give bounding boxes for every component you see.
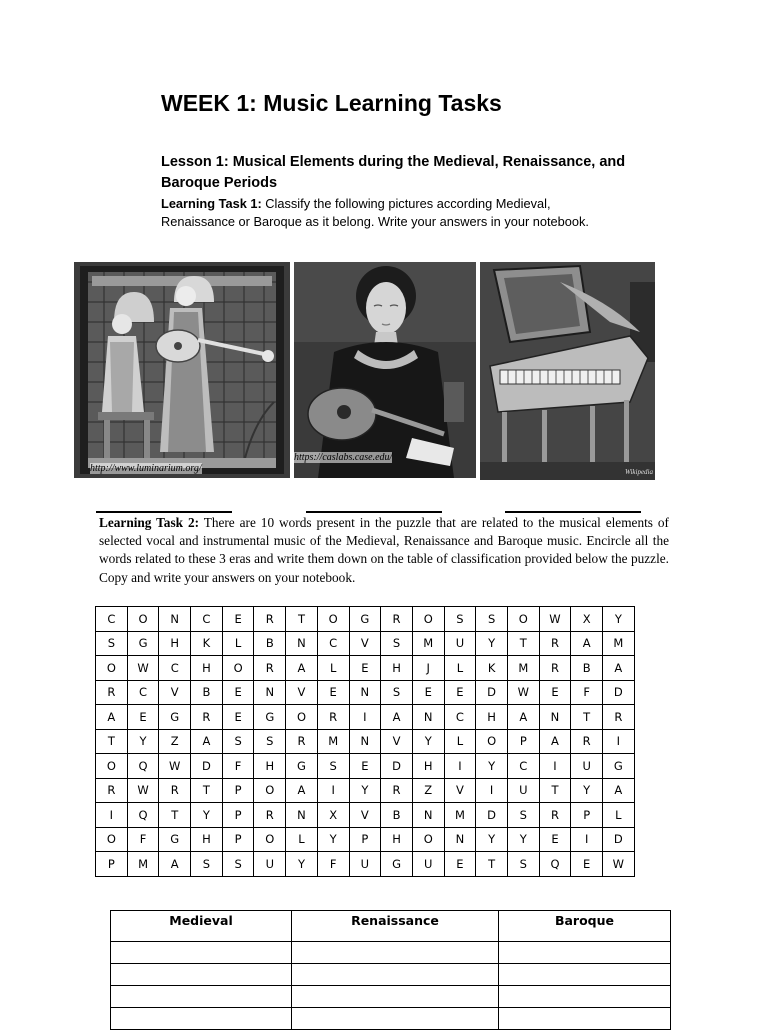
puzzle-cell[interactable]: N <box>286 803 318 828</box>
puzzle-cell[interactable]: U <box>412 852 444 877</box>
puzzle-cell[interactable]: R <box>571 729 603 754</box>
lesson-title: Lesson 1: Musical Elements during the Medieval, Renaissance, and Baroque Periods <box>161 154 626 191</box>
puzzle-cell[interactable]: B <box>191 680 223 705</box>
puzzle-cell[interactable]: M <box>127 852 159 877</box>
puzzle-cell[interactable]: W <box>159 754 191 779</box>
puzzle-cell[interactable]: S <box>476 607 508 632</box>
puzzle-cell[interactable]: D <box>191 754 223 779</box>
task-1-label: Learning Task 1: <box>161 196 262 211</box>
puzzle-cell[interactable]: G <box>603 754 635 779</box>
puzzle-cell[interactable]: E <box>444 852 476 877</box>
puzzle-cell[interactable]: I <box>476 778 508 803</box>
puzzle-cell[interactable]: R <box>159 778 191 803</box>
puzzle-cell[interactable]: T <box>159 803 191 828</box>
puzzle-cell[interactable]: B <box>254 631 286 656</box>
word-search-puzzle <box>95 606 635 877</box>
puzzle-cell[interactable]: Y <box>571 778 603 803</box>
puzzle-cell[interactable]: W <box>603 852 635 877</box>
puzzle-cell[interactable]: Z <box>159 729 191 754</box>
puzzle-cell[interactable]: H <box>412 754 444 779</box>
puzzle-cell[interactable]: S <box>507 852 539 877</box>
puzzle-cell[interactable]: P <box>349 827 381 852</box>
puzzle-cell[interactable]: T <box>476 852 508 877</box>
puzzle-cell[interactable]: O <box>254 778 286 803</box>
answer-cell[interactable] <box>292 964 499 986</box>
puzzle-cell[interactable]: T <box>286 607 318 632</box>
puzzle-cell[interactable]: R <box>254 803 286 828</box>
puzzle-cell[interactable]: A <box>507 705 539 730</box>
puzzle-cell[interactable]: R <box>317 705 349 730</box>
puzzle-cell[interactable]: E <box>412 680 444 705</box>
puzzle-cell[interactable]: E <box>222 705 254 730</box>
puzzle-cell[interactable]: K <box>191 631 223 656</box>
puzzle-cell[interactable]: A <box>571 631 603 656</box>
puzzle-row <box>96 705 635 730</box>
puzzle-cell[interactable]: C <box>317 631 349 656</box>
puzzle-cell[interactable]: P <box>222 803 254 828</box>
task-2-label: Learning Task 2: <box>99 515 200 530</box>
puzzle-cell[interactable]: Y <box>476 827 508 852</box>
puzzle-cell[interactable]: W <box>127 656 159 681</box>
puzzle-cell[interactable]: I <box>444 754 476 779</box>
task-2-text: There are 10 words present in the puzzle that are related to the musical elements of selected vocal and instrumental music of the Medieval, Renaissance and Baroque music. Encircle all the words related to these 3 eras and write them down on the table of classification provided below the puzzle. Copy and write your answers on your notebook. <box>99 515 669 585</box>
answer-cell[interactable] <box>111 1008 292 1030</box>
puzzle-cell[interactable]: H <box>476 705 508 730</box>
puzzle-cell[interactable]: R <box>539 803 571 828</box>
answer-cell[interactable] <box>111 942 292 964</box>
classification-row <box>111 986 671 1008</box>
puzzle-cell[interactable]: F <box>127 827 159 852</box>
picture-3-credit: Wikipedia <box>625 468 653 476</box>
puzzle-cell[interactable]: V <box>286 680 318 705</box>
puzzle-cell[interactable]: T <box>507 631 539 656</box>
puzzle-cell[interactable]: P <box>571 803 603 828</box>
puzzle-cell[interactable]: I <box>571 827 603 852</box>
puzzle-cell[interactable]: L <box>286 827 318 852</box>
puzzle-row <box>96 631 635 656</box>
puzzle-cell[interactable]: A <box>191 729 223 754</box>
puzzle-cell[interactable]: K <box>476 656 508 681</box>
puzzle-cell[interactable]: O <box>96 754 128 779</box>
answer-line-1[interactable] <box>96 511 232 513</box>
puzzle-cell[interactable]: H <box>381 656 413 681</box>
medieval-column-header: Medieval <box>111 911 292 942</box>
puzzle-cell[interactable]: S <box>317 754 349 779</box>
puzzle-row <box>96 803 635 828</box>
classification-table <box>110 910 671 1030</box>
puzzle-cell[interactable]: N <box>286 631 318 656</box>
puzzle-cell[interactable]: U <box>507 778 539 803</box>
puzzle-cell[interactable]: Q <box>539 852 571 877</box>
puzzle-cell[interactable]: S <box>96 631 128 656</box>
puzzle-cell[interactable]: B <box>381 803 413 828</box>
puzzle-cell[interactable]: V <box>159 680 191 705</box>
puzzle-cell[interactable]: O <box>96 656 128 681</box>
medieval-musicians-picture <box>74 262 290 478</box>
puzzle-cell[interactable]: R <box>381 778 413 803</box>
baroque-harpsichord-picture <box>480 262 655 480</box>
puzzle-cell[interactable]: O <box>317 607 349 632</box>
puzzle-cell[interactable]: H <box>254 754 286 779</box>
puzzle-cell[interactable]: Y <box>603 607 635 632</box>
puzzle-cell[interactable]: L <box>444 729 476 754</box>
puzzle-cell[interactable]: R <box>96 778 128 803</box>
puzzle-row <box>96 607 635 632</box>
puzzle-cell[interactable]: L <box>317 656 349 681</box>
puzzle-cell[interactable]: O <box>127 607 159 632</box>
puzzle-row <box>96 827 635 852</box>
puzzle-cell[interactable]: Y <box>476 631 508 656</box>
puzzle-cell[interactable]: I <box>317 778 349 803</box>
puzzle-cell[interactable]: G <box>127 631 159 656</box>
puzzle-cell[interactable]: E <box>539 827 571 852</box>
puzzle-cell[interactable]: A <box>381 705 413 730</box>
puzzle-cell[interactable]: T <box>96 729 128 754</box>
puzzle-cell[interactable]: Q <box>127 803 159 828</box>
puzzle-cell[interactable]: D <box>603 827 635 852</box>
puzzle-cell[interactable]: D <box>381 754 413 779</box>
puzzle-cell[interactable]: E <box>444 680 476 705</box>
puzzle-cell[interactable]: L <box>444 656 476 681</box>
puzzle-cell[interactable]: G <box>381 852 413 877</box>
learning-task-2 <box>99 514 669 587</box>
puzzle-row <box>96 656 635 681</box>
puzzle-row <box>96 729 635 754</box>
puzzle-cell[interactable]: U <box>254 852 286 877</box>
puzzle-cell[interactable]: C <box>191 607 223 632</box>
answer-cell[interactable] <box>292 1008 499 1030</box>
puzzle-cell[interactable]: O <box>412 827 444 852</box>
puzzle-cell[interactable]: S <box>222 852 254 877</box>
puzzle-cell[interactable]: A <box>539 729 571 754</box>
puzzle-cell[interactable]: P <box>96 852 128 877</box>
puzzle-cell[interactable]: E <box>222 680 254 705</box>
puzzle-cell[interactable]: R <box>286 729 318 754</box>
puzzle-cell[interactable]: T <box>571 705 603 730</box>
puzzle-cell[interactable]: Y <box>286 852 318 877</box>
puzzle-cell[interactable]: R <box>539 631 571 656</box>
puzzle-cell[interactable]: P <box>222 827 254 852</box>
answer-cell[interactable] <box>499 964 671 986</box>
puzzle-cell[interactable]: A <box>159 852 191 877</box>
puzzle-cell[interactable]: R <box>96 680 128 705</box>
puzzle-cell[interactable]: O <box>476 729 508 754</box>
puzzle-row <box>96 754 635 779</box>
puzzle-cell[interactable]: H <box>191 827 223 852</box>
puzzle-cell[interactable]: R <box>191 705 223 730</box>
puzzle-cell[interactable]: N <box>349 729 381 754</box>
puzzle-cell[interactable]: C <box>96 607 128 632</box>
puzzle-cell[interactable]: N <box>349 680 381 705</box>
renaissance-column-header: Renaissance <box>292 911 499 942</box>
puzzle-row <box>96 852 635 877</box>
answer-cell[interactable] <box>499 986 671 1008</box>
puzzle-cell[interactable]: V <box>349 803 381 828</box>
puzzle-cell[interactable]: W <box>507 680 539 705</box>
answer-cell[interactable] <box>499 1008 671 1030</box>
puzzle-cell[interactable]: P <box>507 729 539 754</box>
puzzle-cell[interactable]: E <box>349 656 381 681</box>
task-1-text: Classify the following pictures according Medieval, Renaissance or Baroque as it belong. Write your answers in your notebook. <box>161 196 589 229</box>
puzzle-cell[interactable]: E <box>539 680 571 705</box>
puzzle-cell[interactable]: Y <box>317 827 349 852</box>
puzzle-row <box>96 778 635 803</box>
puzzle-cell[interactable]: N <box>254 680 286 705</box>
puzzle-cell[interactable]: C <box>159 656 191 681</box>
puzzle-cell[interactable]: G <box>159 827 191 852</box>
puzzle-cell[interactable]: V <box>349 631 381 656</box>
puzzle-cell[interactable]: N <box>159 607 191 632</box>
puzzle-cell[interactable]: Y <box>476 754 508 779</box>
harpsichord-illustration <box>480 262 655 480</box>
puzzle-cell[interactable]: A <box>96 705 128 730</box>
puzzle-cell[interactable]: O <box>286 705 318 730</box>
puzzle-cell[interactable]: V <box>381 729 413 754</box>
puzzle-cell[interactable]: Y <box>127 729 159 754</box>
puzzle-cell[interactable]: S <box>507 803 539 828</box>
puzzle-cell[interactable]: A <box>286 656 318 681</box>
puzzle-cell[interactable]: C <box>444 705 476 730</box>
puzzle-cell[interactable]: S <box>191 852 223 877</box>
puzzle-row <box>96 680 635 705</box>
puzzle-cell[interactable]: U <box>444 631 476 656</box>
puzzle-cell[interactable]: W <box>539 607 571 632</box>
puzzle-cell[interactable]: Y <box>349 778 381 803</box>
puzzle-cell[interactable]: M <box>507 656 539 681</box>
puzzle-cell[interactable]: Q <box>127 754 159 779</box>
puzzle-cell[interactable]: R <box>539 656 571 681</box>
medieval-musicians-illustration <box>74 262 290 478</box>
puzzle-cell[interactable]: L <box>603 803 635 828</box>
puzzle-cell[interactable]: R <box>254 656 286 681</box>
answer-cell[interactable] <box>111 964 292 986</box>
puzzle-cell[interactable]: P <box>222 778 254 803</box>
puzzle-cell[interactable]: Y <box>191 803 223 828</box>
puzzle-cell[interactable]: T <box>539 778 571 803</box>
puzzle-cell[interactable]: R <box>381 607 413 632</box>
answer-cell[interactable] <box>499 942 671 964</box>
puzzle-cell[interactable]: E <box>317 680 349 705</box>
puzzle-cell[interactable]: F <box>571 680 603 705</box>
puzzle-cell[interactable]: C <box>507 754 539 779</box>
puzzle-cell[interactable]: G <box>286 754 318 779</box>
puzzle-cell[interactable]: O <box>96 827 128 852</box>
puzzle-cell[interactable]: D <box>476 680 508 705</box>
picture-2-credit[interactable]: https://caslabs.case.edu/ <box>294 452 393 463</box>
puzzle-cell[interactable]: E <box>349 754 381 779</box>
puzzle-cell[interactable]: B <box>571 656 603 681</box>
puzzle-cell[interactable]: D <box>603 680 635 705</box>
puzzle-cell[interactable]: A <box>603 656 635 681</box>
puzzle-cell[interactable]: A <box>286 778 318 803</box>
puzzle-cell[interactable]: O <box>507 607 539 632</box>
answer-cell[interactable] <box>111 986 292 1008</box>
puzzle-cell[interactable]: X <box>571 607 603 632</box>
puzzle-cell[interactable]: I <box>603 729 635 754</box>
puzzle-cell[interactable]: F <box>222 754 254 779</box>
page-title: WEEK 1: Music Learning Tasks <box>161 90 502 116</box>
answer-line-3[interactable] <box>505 511 641 513</box>
puzzle-cell[interactable]: H <box>381 827 413 852</box>
answer-line-2[interactable] <box>306 511 442 513</box>
puzzle-cell[interactable]: N <box>412 705 444 730</box>
puzzle-cell[interactable]: U <box>571 754 603 779</box>
puzzle-cell[interactable]: E <box>571 852 603 877</box>
puzzle-cell[interactable]: O <box>254 827 286 852</box>
puzzle-cell[interactable]: M <box>444 803 476 828</box>
puzzle-cell[interactable]: L <box>222 631 254 656</box>
puzzle-cell[interactable]: I <box>96 803 128 828</box>
puzzle-cell[interactable]: H <box>159 631 191 656</box>
learning-task-1 <box>161 195 601 231</box>
puzzle-cell[interactable]: Z <box>412 778 444 803</box>
puzzle-cell[interactable]: I <box>539 754 571 779</box>
answer-cell[interactable] <box>292 986 499 1008</box>
puzzle-cell[interactable]: N <box>412 803 444 828</box>
classification-row <box>111 964 671 986</box>
puzzle-cell[interactable]: H <box>191 656 223 681</box>
puzzle-cell[interactable]: F <box>317 852 349 877</box>
puzzle-cell[interactable]: Y <box>412 729 444 754</box>
puzzle-cell[interactable]: Y <box>507 827 539 852</box>
puzzle-cell[interactable]: M <box>603 631 635 656</box>
puzzle-cell[interactable]: G <box>159 705 191 730</box>
renaissance-lute-player-picture <box>294 262 476 478</box>
baroque-column-header: Baroque <box>499 911 671 942</box>
puzzle-cell[interactable]: R <box>603 705 635 730</box>
puzzle-cell[interactable]: M <box>317 729 349 754</box>
puzzle-cell[interactable]: J <box>412 656 444 681</box>
puzzle-cell[interactable]: S <box>222 729 254 754</box>
puzzle-cell[interactable]: C <box>127 680 159 705</box>
puzzle-cell[interactable]: S <box>444 607 476 632</box>
puzzle-cell[interactable]: E <box>222 607 254 632</box>
puzzle-cell[interactable]: E <box>127 705 159 730</box>
puzzle-cell[interactable]: A <box>603 778 635 803</box>
classification-row <box>111 942 671 964</box>
puzzle-cell[interactable]: S <box>381 680 413 705</box>
puzzle-cell[interactable]: N <box>539 705 571 730</box>
puzzle-cell[interactable]: G <box>254 705 286 730</box>
puzzle-cell[interactable]: R <box>254 607 286 632</box>
puzzle-cell[interactable]: S <box>381 631 413 656</box>
puzzle-cell[interactable]: V <box>444 778 476 803</box>
puzzle-cell[interactable]: U <box>349 852 381 877</box>
puzzle-cell[interactable]: O <box>412 607 444 632</box>
puzzle-cell[interactable]: W <box>127 778 159 803</box>
puzzle-cell[interactable]: S <box>254 729 286 754</box>
renaissance-lute-player-illustration <box>294 262 476 478</box>
puzzle-cell[interactable]: G <box>349 607 381 632</box>
classification-row <box>111 1008 671 1030</box>
answer-cell[interactable] <box>292 942 499 964</box>
puzzle-cell[interactable]: X <box>317 803 349 828</box>
puzzle-cell[interactable]: T <box>191 778 223 803</box>
puzzle-cell[interactable]: N <box>444 827 476 852</box>
puzzle-cell[interactable]: D <box>476 803 508 828</box>
puzzle-cell[interactable]: O <box>222 656 254 681</box>
puzzle-cell[interactable]: I <box>349 705 381 730</box>
picture-1-credit[interactable]: http://www.luminarium.org/ <box>90 463 202 474</box>
puzzle-cell[interactable]: M <box>412 631 444 656</box>
